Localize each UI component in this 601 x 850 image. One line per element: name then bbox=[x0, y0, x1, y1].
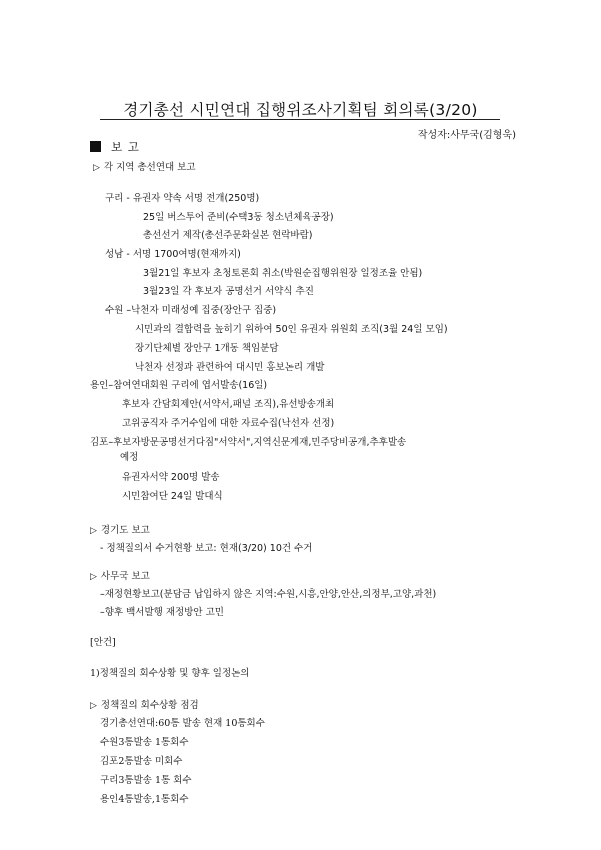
report-heading-text: 보 고 bbox=[111, 140, 140, 154]
gimpo-report-line: 김포–후보자방문공명선거다짐"서약서",지역신문게재,민주당비공개,추후발송 bbox=[90, 437, 407, 448]
agenda-heading: [안건] bbox=[90, 637, 116, 648]
seongnam-detail-line: 3월21일 후보자 초청토론회 취소(박원순집행위원장 일정조율 안됨) bbox=[143, 268, 423, 279]
agenda-item-1: 1)정책질의 회수상황 및 향후 일정논의 bbox=[90, 668, 250, 679]
yongin-report-line: 용인–참여연대회원 구리에 엽서발송(16일) bbox=[90, 380, 268, 391]
suwon-detail-line: 장기단체별 장안구 1개동 책임분담 bbox=[135, 343, 279, 354]
section-policy-check-title: 정책질의 회수상황 점검 bbox=[100, 700, 199, 711]
policy-check-line: 용인4통발송,1통회수 bbox=[100, 794, 189, 805]
section-regional-title: 각 지역 총선연대 보고 bbox=[103, 162, 196, 173]
section-gyeonggi-title: 경기도 보고 bbox=[100, 525, 150, 536]
document-title: 경기총선 시민연대 집행위조사기획팀 회의록(3/20) bbox=[123, 101, 478, 119]
triangle-bullet-icon: ▷ bbox=[90, 526, 97, 536]
triangle-bullet-icon: ▷ bbox=[90, 572, 97, 582]
report-heading bbox=[90, 141, 140, 153]
guri-detail-line: 25일 버스투어 준비(수택3동 청소년체육공장) bbox=[143, 212, 334, 223]
gimpo-report-continued: 예정 bbox=[120, 452, 139, 463]
guri-report-line: 구리 - 유권자 약속 서명 전개(250명) bbox=[105, 193, 260, 204]
gimpo-detail-line: 시민참여단 24일 발대식 bbox=[122, 491, 223, 502]
policy-check-line: 수원3통발송 1통회수 bbox=[100, 737, 189, 748]
section-secretariat-report bbox=[90, 571, 150, 583]
secretariat-detail-line: –재정현황보고(분담금 납입하지 않은 지역:수원,시흥,안양,안산,의정부,고양,과천) bbox=[100, 589, 437, 600]
yongin-detail-line: 후보자 간담회제안(서약서,패널 조직),유선방송개최 bbox=[122, 399, 335, 410]
yongin-detail-line: 고위공직자 주거수입에 대한 자료수집(낙선자 선정) bbox=[122, 418, 335, 429]
policy-check-line: 김포2통발송 미회수 bbox=[100, 756, 183, 767]
section-policy-check bbox=[90, 700, 199, 712]
secretariat-detail-line: –향후 백서발행 재정방안 고민 bbox=[100, 607, 224, 618]
policy-check-line: 구리3통발송 1통 회수 bbox=[100, 775, 192, 786]
suwon-detail-line: 시민과의 결합력을 높히기 위하여 50인 유권자 위원회 조직(3월 24일 모임) bbox=[135, 324, 448, 335]
section-gyeonggi-report bbox=[90, 525, 150, 537]
gyeonggi-detail-line: - 정책질의서 수거현황 보고: 현재(3/20) 10건 수거 bbox=[100, 543, 313, 554]
suwon-report-line: 수원 –낙천자 미래성예 집중(장안구 집중) bbox=[105, 305, 277, 316]
section-secretariat-title: 사무국 보고 bbox=[100, 571, 150, 582]
seongnam-detail-line: 3월23일 각 후보자 공명선거 서약식 추진 bbox=[143, 286, 314, 297]
square-bullet-icon bbox=[90, 141, 101, 152]
policy-check-line: 경기총선연대:60통 발송 현재 10통회수 bbox=[100, 718, 265, 729]
seongnam-report-line: 성남 - 서명 1700여명(현재까지) bbox=[105, 249, 241, 260]
section-regional-reports bbox=[93, 162, 196, 174]
guri-detail-line: 총선선거 제작(총선주문화실본 현락바람) bbox=[143, 230, 313, 241]
suwon-detail-line: 낙천자 선정과 관련하여 대시민 홍보논리 개발 bbox=[135, 362, 325, 373]
triangle-bullet-icon: ▷ bbox=[93, 163, 100, 173]
author-line: 작성자:사무국(김형욱) bbox=[417, 130, 516, 141]
gimpo-detail-line: 유권자서약 200명 발송 bbox=[122, 472, 220, 483]
triangle-bullet-icon: ▷ bbox=[90, 701, 97, 711]
title-underline bbox=[100, 119, 500, 120]
